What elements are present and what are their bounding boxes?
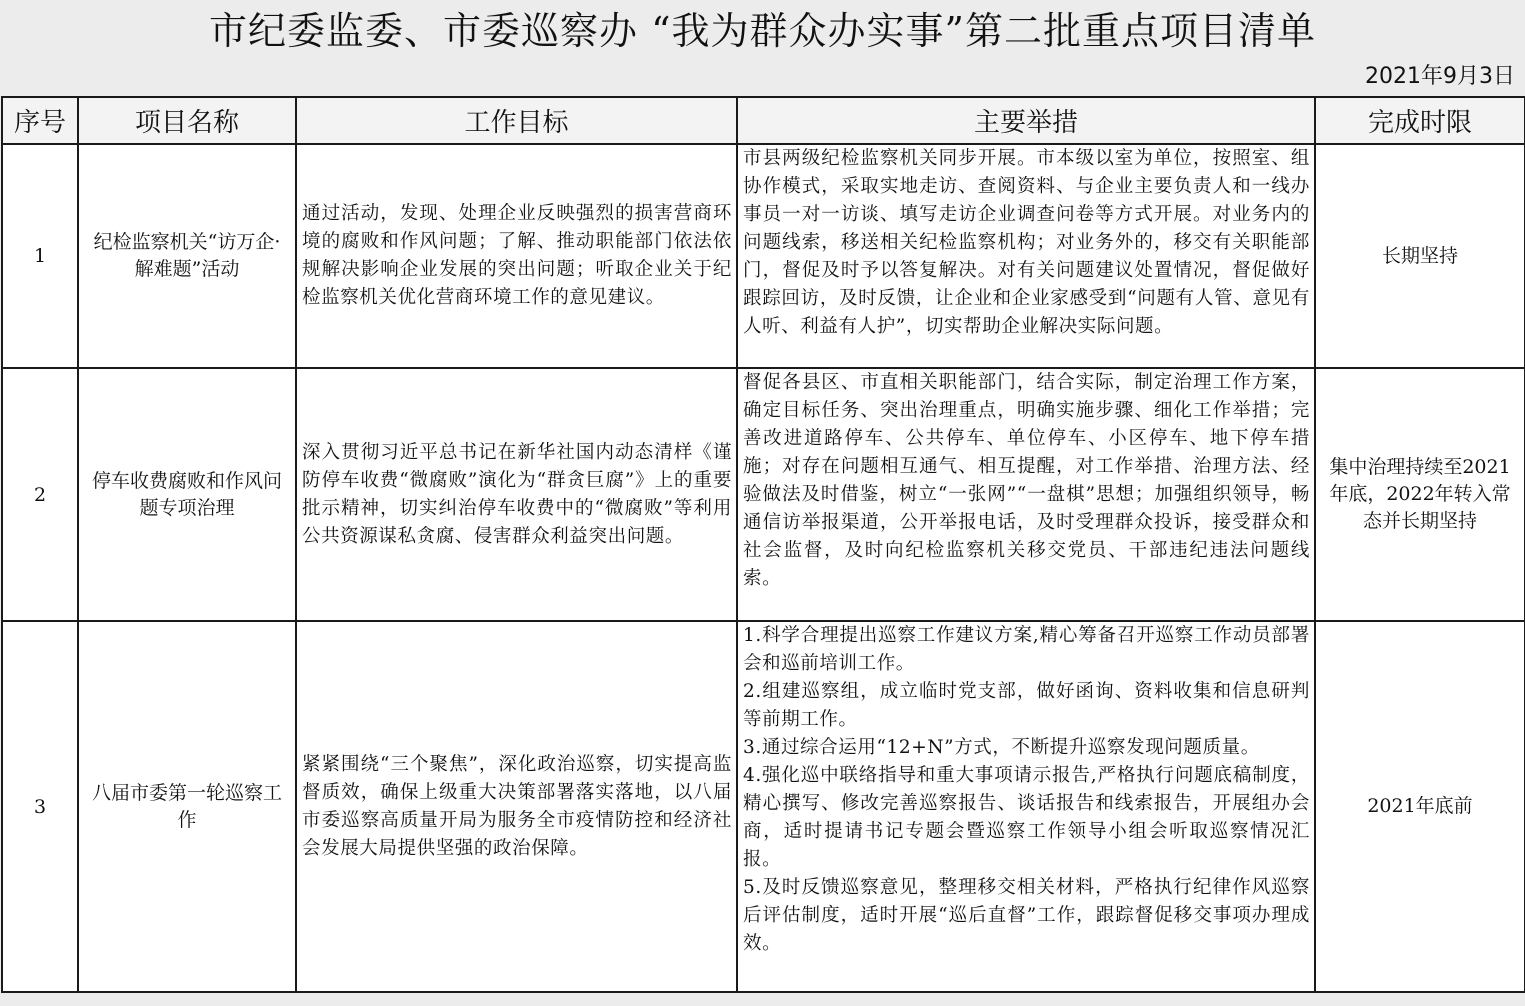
project-name: 停车收费腐败和作风问题专项治理: [78, 368, 296, 621]
main-measures: [737, 368, 1315, 621]
table-row: [2, 621, 1525, 992]
header-measures: 主要举措: [737, 97, 1315, 144]
measure-item: 5.及时反馈巡察意见，整理移交相关材料，严格执行纪律作风巡察后评估制度，适时开展“巡后直督”工作，跟踪督促移交事项办理成效。: [743, 877, 1310, 954]
header-goal: 工作目标: [296, 97, 737, 144]
header-name: 项目名称: [78, 97, 296, 144]
page-title: 市纪委监委、市委巡察办 “我为群众办实事”第二批重点项目清单: [209, 9, 1316, 53]
measure-item: 1.科学合理提出巡察工作建议方案,精心筹备召开巡察工作动员部署会和巡前培训工作。: [743, 625, 1310, 674]
sheet-bottom-edge: [0, 994, 1525, 1006]
deadline: 长期坚持: [1315, 144, 1525, 368]
document-date: 2021年9月3日: [1365, 64, 1515, 89]
measure-paragraph: 市县两级纪检监察机关同步开展。市本级以室为单位，按照室、组协作模式，采取实地走访、查阅资料、与企业主要负责人和一线办事员一对一访谈、填写走访企业调查问卷等方式开展。对业务内的问题线索，移送相关纪检监察机构；对业务外的，移交有关职能部门，督促及时予以答复解决。对有关问题建议处置情况，督促做好跟踪回访，及时反馈，让企业和企业家感受到“问题有人管、意见有人听、利益有人护”，切实帮助企业解决实际问题。: [743, 148, 1310, 337]
table-row: [2, 368, 1525, 621]
row-number: 3: [2, 621, 78, 992]
main-measures: [737, 144, 1315, 368]
header-deadline: 完成时限: [1315, 97, 1525, 144]
main-measures: [737, 621, 1315, 992]
table-header-row: [2, 97, 1525, 144]
work-goal: 通过活动，发现、处理企业反映强烈的损害营商环境的腐败和作风问题；了解、推动职能部门依法依规解决影响企业发展的突出问题；听取企业关于纪检监察机关优化营商环境工作的意见建议。: [296, 144, 737, 368]
row-number: 2: [2, 368, 78, 621]
project-table: [1, 96, 1525, 993]
deadline: 2021年底前: [1315, 621, 1525, 992]
project-name: 纪检监察机关“访万企·解难题”活动: [78, 144, 296, 368]
measure-item: 3.通过综合运用“12+N”方式，不断提升巡察发现问题质量。: [743, 737, 1260, 758]
measure-paragraph: 督促各县区、市直相关职能部门，结合实际，制定治理工作方案，确定目标任务、突出治理重点，明确实施步骤、细化工作举措；完善改进道路停车、公共停车、单位停车、小区停车、地下停车措施；对存在问题相互通气、相互提醒，对工作举措、治理方法、经验做法及时借鉴，树立“一张网”“一盘棋”思想；加强组织领导，畅通信访举报渠道，公开举报电话，及时受理群众投诉，接受群众和社会监督，及时向纪检监察机关移交党员、干部违纪违法问题线索。: [743, 372, 1310, 589]
deadline: 集中治理持续至2021年底，2022年转入常态并长期坚持: [1315, 368, 1525, 621]
row-number: 1: [2, 144, 78, 368]
project-name: 八届市委第一轮巡察工作: [78, 621, 296, 992]
measure-item: 4.强化巡中联络指导和重大事项请示报告,严格执行问题底稿制度，精心撰写、修改完善巡察报告、谈话报告和线索报告，开展组办会商，适时提请书记专题会暨巡察工作领导小组会听取巡察情况汇报。: [743, 765, 1310, 870]
work-goal: 紧紧围绕“三个聚焦”，深化政治巡察，切实提高监督质效，确保上级重大决策部署落实落地，以八届市委巡察高质量开局为服务全市疫情防控和经济社会发展大局提供坚强的政治保障。: [296, 621, 737, 992]
table-row: [2, 144, 1525, 368]
header-no: 序号: [2, 97, 78, 144]
measure-item: 2.组建巡察组，成立临时党支部，做好函询、资料收集和信息研判等前期工作。: [743, 681, 1310, 730]
work-goal: 深入贯彻习近平总书记在新华社国内动态清样《谨防停车收费“微腐败”演化为“群贪巨腐”》上的重要批示精神，切实纠治停车收费中的“微腐败”等利用公共资源谋私贪腐、侵害群众利益突出问题。: [296, 368, 737, 621]
